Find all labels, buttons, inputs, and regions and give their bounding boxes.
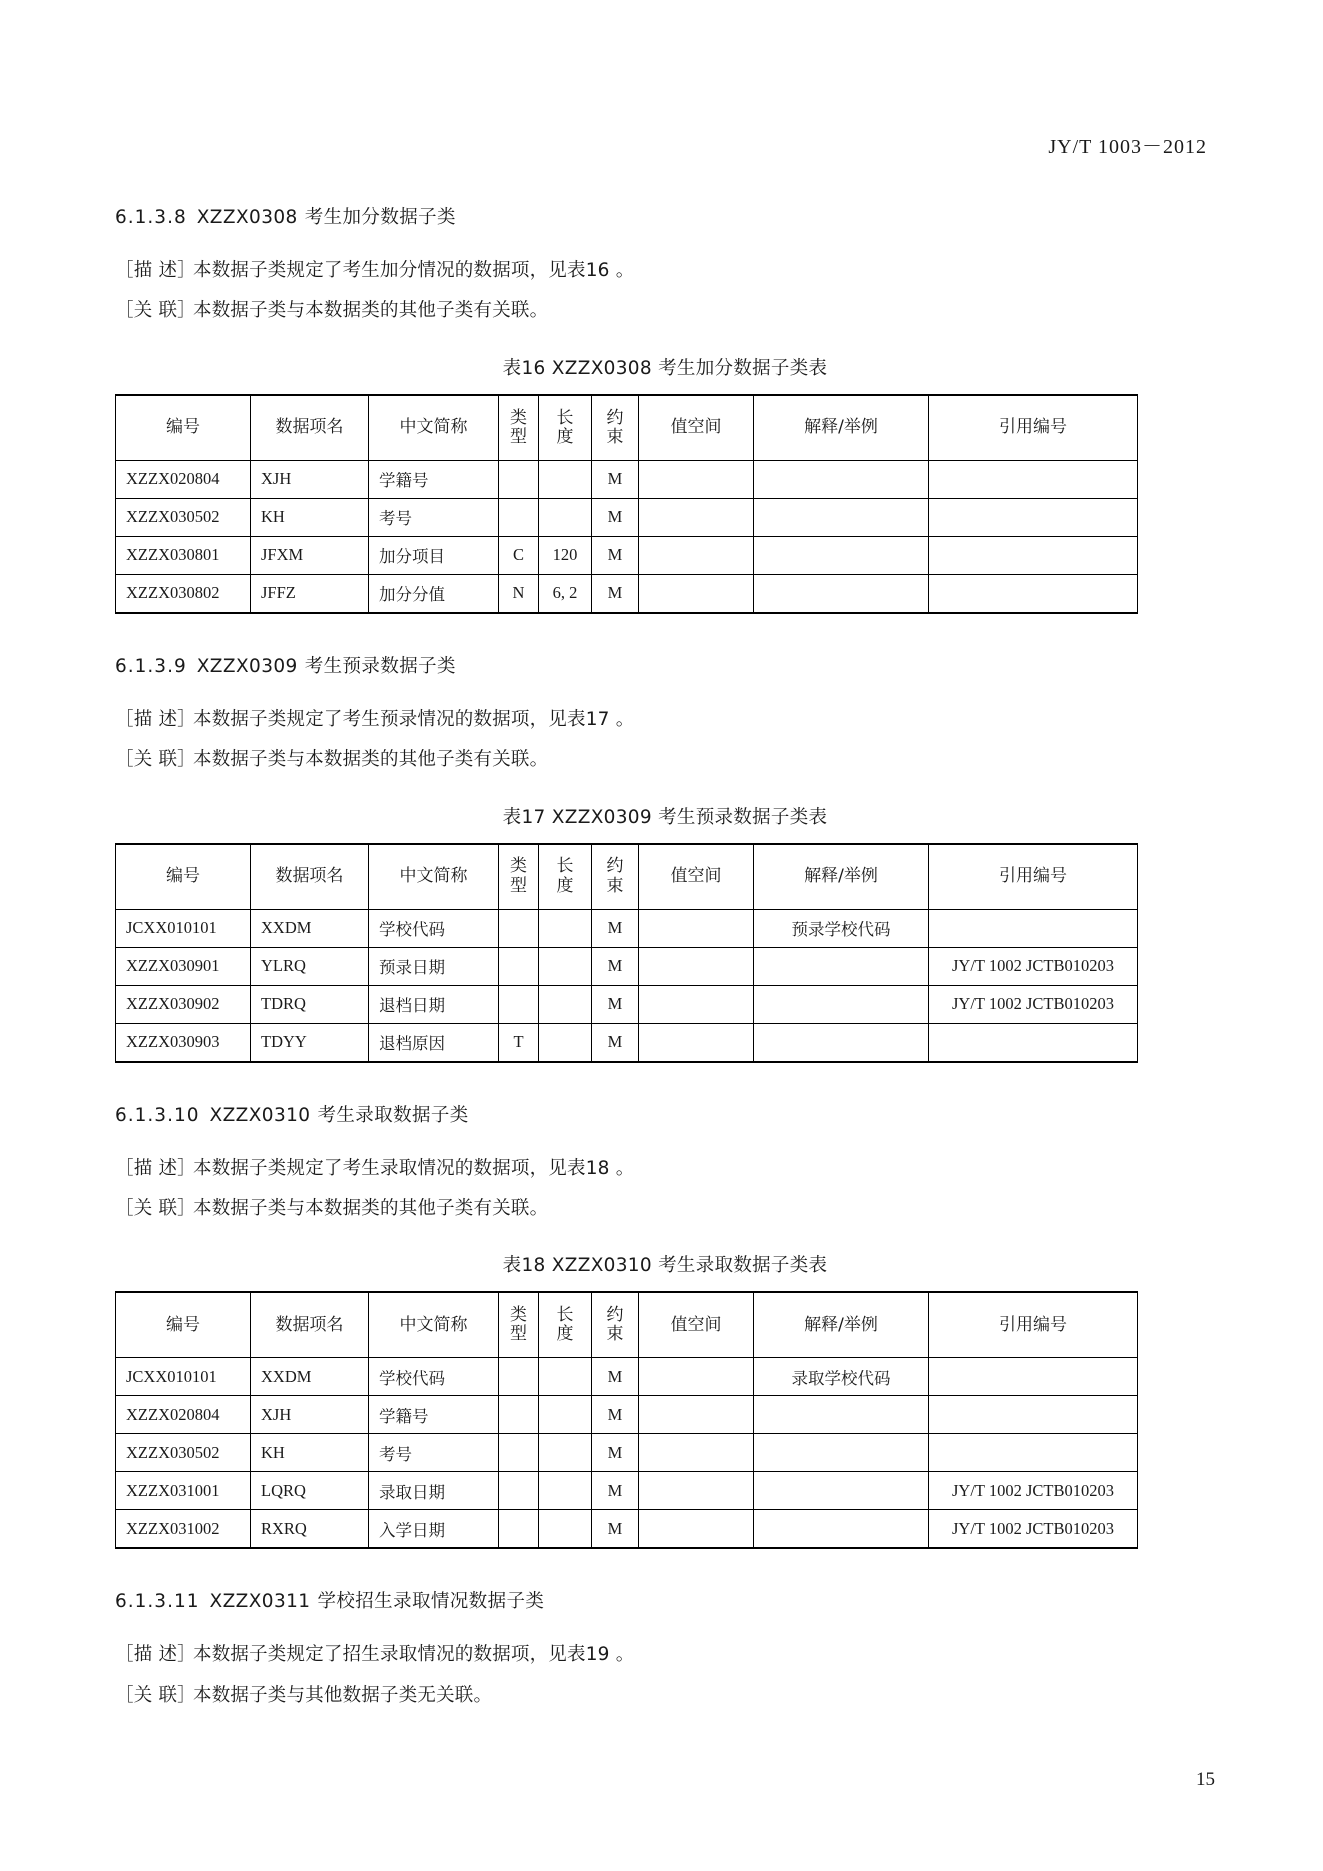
section-number: 6.1.3.8 <box>115 207 187 228</box>
col-header-explanation: 解释/举例 <box>754 1292 929 1358</box>
cell-value-space <box>639 909 754 947</box>
col-header-type-line1: 类 <box>510 1305 527 1326</box>
cell-reference: JY/T 1002 JCTB010203 <box>929 947 1138 985</box>
section-block <box>115 203 1215 614</box>
col-header-value-space: 值空间 <box>639 844 754 910</box>
col-header-type-line1: 类 <box>510 856 527 877</box>
col-header-no: 编号 <box>116 395 251 461</box>
section-title-text: 考生加分数据子类 <box>304 207 456 228</box>
table-caption: 表16 XZZX0308 考生加分数据子类表 <box>502 357 828 379</box>
cell-type <box>499 498 539 536</box>
cell-reference <box>929 1358 1138 1396</box>
col-header-value-space: 值空间 <box>639 1292 754 1358</box>
relation-paragraph <box>115 1193 1215 1225</box>
table-row <box>116 498 1138 536</box>
cell-constraint: M <box>592 1434 639 1472</box>
cell-explanation <box>754 1510 929 1549</box>
cell-no: XZZX020804 <box>116 1396 251 1434</box>
section-heading <box>115 1587 1215 1613</box>
cell-length: 120 <box>539 536 592 574</box>
col-header-item-name: 数据项名 <box>251 1292 369 1358</box>
cell-no: XZZX030502 <box>116 498 251 536</box>
cell-item-name: KH <box>251 498 369 536</box>
cell-length <box>539 1023 592 1062</box>
description-text: 本数据子类规定了招生录取情况的数据项，见表19 。 <box>193 1644 635 1666</box>
table-row <box>116 460 1138 498</box>
cell-cn-name: 加分项目 <box>369 536 499 574</box>
cell-type <box>499 1434 539 1472</box>
cell-cn-name: 预录日期 <box>369 947 499 985</box>
col-header-length <box>539 844 592 910</box>
cell-no: XZZX031002 <box>116 1510 251 1549</box>
cell-value-space <box>639 1472 754 1510</box>
cell-length <box>539 1510 592 1549</box>
section-heading <box>115 1101 1215 1127</box>
data-table <box>115 843 1138 1063</box>
cell-length <box>539 460 592 498</box>
cell-value-space <box>639 460 754 498</box>
table-row <box>116 1510 1138 1549</box>
section-title-text: 学校招生录取情况数据子类 <box>317 1591 545 1613</box>
cell-item-name: LQRQ <box>251 1472 369 1510</box>
cell-value-space <box>639 1023 754 1062</box>
cell-length <box>539 1472 592 1510</box>
cell-no: XZZX030902 <box>116 985 251 1023</box>
cell-explanation <box>754 536 929 574</box>
table-row <box>116 536 1138 574</box>
cell-item-name: JFFZ <box>251 574 369 613</box>
col-header-value-space: 值空间 <box>639 395 754 461</box>
table-row <box>116 985 1138 1023</box>
section-title-text: 考生录取数据子类 <box>317 1104 469 1126</box>
cell-value-space <box>639 947 754 985</box>
cell-item-name: TDRQ <box>251 985 369 1023</box>
cell-length: 6, 2 <box>539 574 592 613</box>
cell-no: XZZX030903 <box>116 1023 251 1062</box>
cell-explanation <box>754 460 929 498</box>
table-row <box>116 574 1138 613</box>
cell-constraint: M <box>592 574 639 613</box>
table-header-row <box>116 395 1138 461</box>
col-header-length-line2: 度 <box>556 875 574 896</box>
cell-type <box>499 1510 539 1549</box>
cell-explanation <box>754 1396 929 1434</box>
relation-text: 本数据子类与本数据类的其他子类有关联。 <box>193 300 549 322</box>
cell-reference <box>929 909 1138 947</box>
col-header-type-line2: 型 <box>510 426 527 447</box>
cell-value-space <box>639 536 754 574</box>
col-header-item-name: 数据项名 <box>251 395 369 461</box>
relation-text: 本数据子类与本数据类的其他子类有关联。 <box>193 749 549 771</box>
section-block <box>115 1101 1215 1550</box>
cell-reference: JY/T 1002 JCTB010203 <box>929 1472 1138 1510</box>
col-header-length-line2: 度 <box>556 1324 574 1345</box>
col-header-type <box>499 1292 539 1358</box>
col-header-no: 编号 <box>116 844 251 910</box>
section-code: XZZX0309 <box>196 655 298 677</box>
cell-cn-name: 学校代码 <box>369 909 499 947</box>
cell-no: JCXX010101 <box>116 1358 251 1396</box>
data-table <box>115 1291 1138 1549</box>
description-text: 本数据子类规定了考生加分情况的数据项，见表16 。 <box>193 260 635 281</box>
cell-constraint: M <box>592 536 639 574</box>
col-header-cn-name: 中文简称 <box>369 395 499 461</box>
col-header-no: 编号 <box>116 1292 251 1358</box>
cell-constraint: M <box>592 1472 639 1510</box>
cell-explanation <box>754 947 929 985</box>
col-header-reference: 引用编号 <box>929 1292 1138 1358</box>
cell-item-name: XXDM <box>251 909 369 947</box>
section-block <box>115 652 1215 1063</box>
relation-text: 本数据子类与本数据类的其他子类有关联。 <box>193 1197 549 1219</box>
section-number: 6.1.3.9 <box>115 655 187 677</box>
page-number: 15 <box>1196 1769 1215 1790</box>
table-header-row <box>116 844 1138 910</box>
cell-constraint: M <box>592 947 639 985</box>
cell-no: XZZX020804 <box>116 460 251 498</box>
cell-type <box>499 460 539 498</box>
cell-constraint: M <box>592 498 639 536</box>
relation-tag: ［关 联］ <box>115 1684 196 1706</box>
cell-cn-name: 学籍号 <box>369 1396 499 1434</box>
table-row <box>116 909 1138 947</box>
cell-no: JCXX010101 <box>116 909 251 947</box>
cell-explanation <box>754 574 929 613</box>
cell-reference: JY/T 1002 JCTB010203 <box>929 985 1138 1023</box>
cell-value-space <box>639 1358 754 1396</box>
cell-value-space <box>639 1510 754 1549</box>
col-header-length-line1: 长 <box>556 856 574 877</box>
cell-explanation <box>754 985 929 1023</box>
col-header-cn-name: 中文简称 <box>369 1292 499 1358</box>
table-row <box>116 947 1138 985</box>
col-header-constraint <box>592 395 639 461</box>
description-tag: ［描 述］ <box>115 260 196 281</box>
col-header-type <box>499 844 539 910</box>
cell-no: XZZX031001 <box>116 1472 251 1510</box>
page-header: JY/T 1003－2012 <box>1048 136 1207 158</box>
cell-value-space <box>639 1396 754 1434</box>
cell-type <box>499 1472 539 1510</box>
cell-constraint: M <box>592 909 639 947</box>
section-heading <box>115 203 1215 229</box>
cell-reference <box>929 498 1138 536</box>
cell-no: XZZX030901 <box>116 947 251 985</box>
table-row <box>116 1434 1138 1472</box>
col-header-constraint <box>592 1292 639 1358</box>
cell-type: C <box>499 536 539 574</box>
table-row <box>116 1472 1138 1510</box>
relation-tag: ［关 联］ <box>115 300 196 322</box>
cell-no: XZZX030801 <box>116 536 251 574</box>
col-header-reference: 引用编号 <box>929 844 1138 910</box>
col-header-constraint-line2: 束 <box>606 426 624 447</box>
section-title-text: 考生预录数据子类 <box>304 655 456 677</box>
section-heading <box>115 652 1215 678</box>
description-text: 本数据子类规定了考生录取情况的数据项，见表18 。 <box>193 1157 635 1179</box>
cell-type <box>499 1396 539 1434</box>
cell-reference <box>929 1396 1138 1434</box>
relation-paragraph <box>115 744 1215 776</box>
col-header-type-line1: 类 <box>510 407 527 428</box>
table-caption: 表17 XZZX0309 考生预录数据子类表 <box>502 806 828 828</box>
col-header-constraint <box>592 844 639 910</box>
cell-value-space <box>639 574 754 613</box>
cell-length <box>539 985 592 1023</box>
cell-cn-name: 录取日期 <box>369 1472 499 1510</box>
cell-item-name: KH <box>251 1434 369 1472</box>
cell-constraint: M <box>592 460 639 498</box>
cell-constraint: M <box>592 985 639 1023</box>
cell-item-name: RXRQ <box>251 1510 369 1549</box>
cell-cn-name: 学籍号 <box>369 460 499 498</box>
col-header-cn-name: 中文简称 <box>369 844 499 910</box>
table-row <box>116 1358 1138 1396</box>
col-header-type-line2: 型 <box>510 1324 527 1345</box>
cell-constraint: M <box>592 1358 639 1396</box>
cell-reference <box>929 536 1138 574</box>
relation-text: 本数据子类与其他数据子类无关联。 <box>193 1684 493 1706</box>
cell-reference <box>929 1023 1138 1062</box>
relation-tag: ［关 联］ <box>115 1197 196 1219</box>
col-header-explanation: 解释/举例 <box>754 844 929 910</box>
table-row <box>116 1023 1138 1062</box>
description-tag: ［描 述］ <box>115 708 196 730</box>
cell-item-name: JFXM <box>251 536 369 574</box>
cell-length <box>539 1396 592 1434</box>
cell-cn-name: 退档日期 <box>369 985 499 1023</box>
col-header-constraint-line2: 束 <box>606 875 624 896</box>
col-header-constraint-line1: 约 <box>606 1305 624 1326</box>
cell-cn-name: 入学日期 <box>369 1510 499 1549</box>
col-header-constraint-line1: 约 <box>606 856 624 877</box>
cell-explanation: 预录学校代码 <box>754 909 929 947</box>
col-header-length <box>539 395 592 461</box>
col-header-item-name: 数据项名 <box>251 844 369 910</box>
col-header-length-line2: 度 <box>556 426 574 447</box>
cell-reference <box>929 574 1138 613</box>
relation-paragraph <box>115 295 1215 327</box>
cell-type <box>499 985 539 1023</box>
section-code: XZZX0308 <box>196 207 298 228</box>
cell-explanation <box>754 1472 929 1510</box>
section-code: XZZX0310 <box>209 1104 311 1126</box>
col-header-type-line2: 型 <box>510 875 527 896</box>
cell-no: XZZX030802 <box>116 574 251 613</box>
description-tag: ［描 述］ <box>115 1644 196 1666</box>
cell-type <box>499 909 539 947</box>
cell-length <box>539 947 592 985</box>
relation-tag: ［关 联］ <box>115 749 196 771</box>
relation-paragraph <box>115 1680 1215 1712</box>
col-header-length-line1: 长 <box>556 1305 574 1326</box>
cell-cn-name: 加分分值 <box>369 574 499 613</box>
col-header-explanation: 解释/举例 <box>754 395 929 461</box>
table-header-row <box>116 1292 1138 1358</box>
section-number: 6.1.3.11 <box>115 1591 200 1613</box>
description-text: 本数据子类规定了考生预录情况的数据项，见表17 。 <box>193 708 635 730</box>
col-header-constraint-line2: 束 <box>606 1324 624 1345</box>
cell-explanation: 录取学校代码 <box>754 1358 929 1396</box>
cell-reference <box>929 460 1138 498</box>
cell-cn-name: 考号 <box>369 498 499 536</box>
cell-type <box>499 947 539 985</box>
section-number: 6.1.3.10 <box>115 1104 200 1126</box>
cell-value-space <box>639 985 754 1023</box>
cell-value-space <box>639 1434 754 1472</box>
col-header-length <box>539 1292 592 1358</box>
cell-type: N <box>499 574 539 613</box>
cell-type <box>499 1358 539 1396</box>
cell-constraint: M <box>592 1396 639 1434</box>
col-header-reference: 引用编号 <box>929 395 1138 461</box>
cell-reference <box>929 1434 1138 1472</box>
page-content <box>115 130 1215 1750</box>
cell-item-name: XJH <box>251 460 369 498</box>
col-header-length-line1: 长 <box>556 407 574 428</box>
cell-item-name: XJH <box>251 1396 369 1434</box>
cell-cn-name: 学校代码 <box>369 1358 499 1396</box>
cell-reference: JY/T 1002 JCTB010203 <box>929 1510 1138 1549</box>
col-header-constraint-line1: 约 <box>606 407 624 428</box>
cell-explanation <box>754 498 929 536</box>
data-table <box>115 394 1138 614</box>
section-block <box>115 1587 1215 1712</box>
cell-item-name: TDYY <box>251 1023 369 1062</box>
cell-constraint: M <box>592 1510 639 1549</box>
description-paragraph <box>115 255 1215 287</box>
cell-cn-name: 退档原因 <box>369 1023 499 1062</box>
table-caption: 表18 XZZX0310 考生录取数据子类表 <box>502 1255 828 1277</box>
cell-constraint: M <box>592 1023 639 1062</box>
cell-length <box>539 1358 592 1396</box>
description-paragraph <box>115 1639 1215 1671</box>
cell-item-name: XXDM <box>251 1358 369 1396</box>
cell-length <box>539 909 592 947</box>
cell-value-space <box>639 498 754 536</box>
description-tag: ［描 述］ <box>115 1157 196 1179</box>
cell-no: XZZX030502 <box>116 1434 251 1472</box>
cell-explanation <box>754 1434 929 1472</box>
cell-length <box>539 1434 592 1472</box>
cell-cn-name: 考号 <box>369 1434 499 1472</box>
table-row <box>116 1396 1138 1434</box>
cell-item-name: YLRQ <box>251 947 369 985</box>
description-paragraph <box>115 704 1215 736</box>
description-paragraph <box>115 1153 1215 1185</box>
cell-length <box>539 498 592 536</box>
cell-explanation <box>754 1023 929 1062</box>
cell-type: T <box>499 1023 539 1062</box>
col-header-type <box>499 395 539 461</box>
section-code: XZZX0311 <box>209 1591 311 1613</box>
